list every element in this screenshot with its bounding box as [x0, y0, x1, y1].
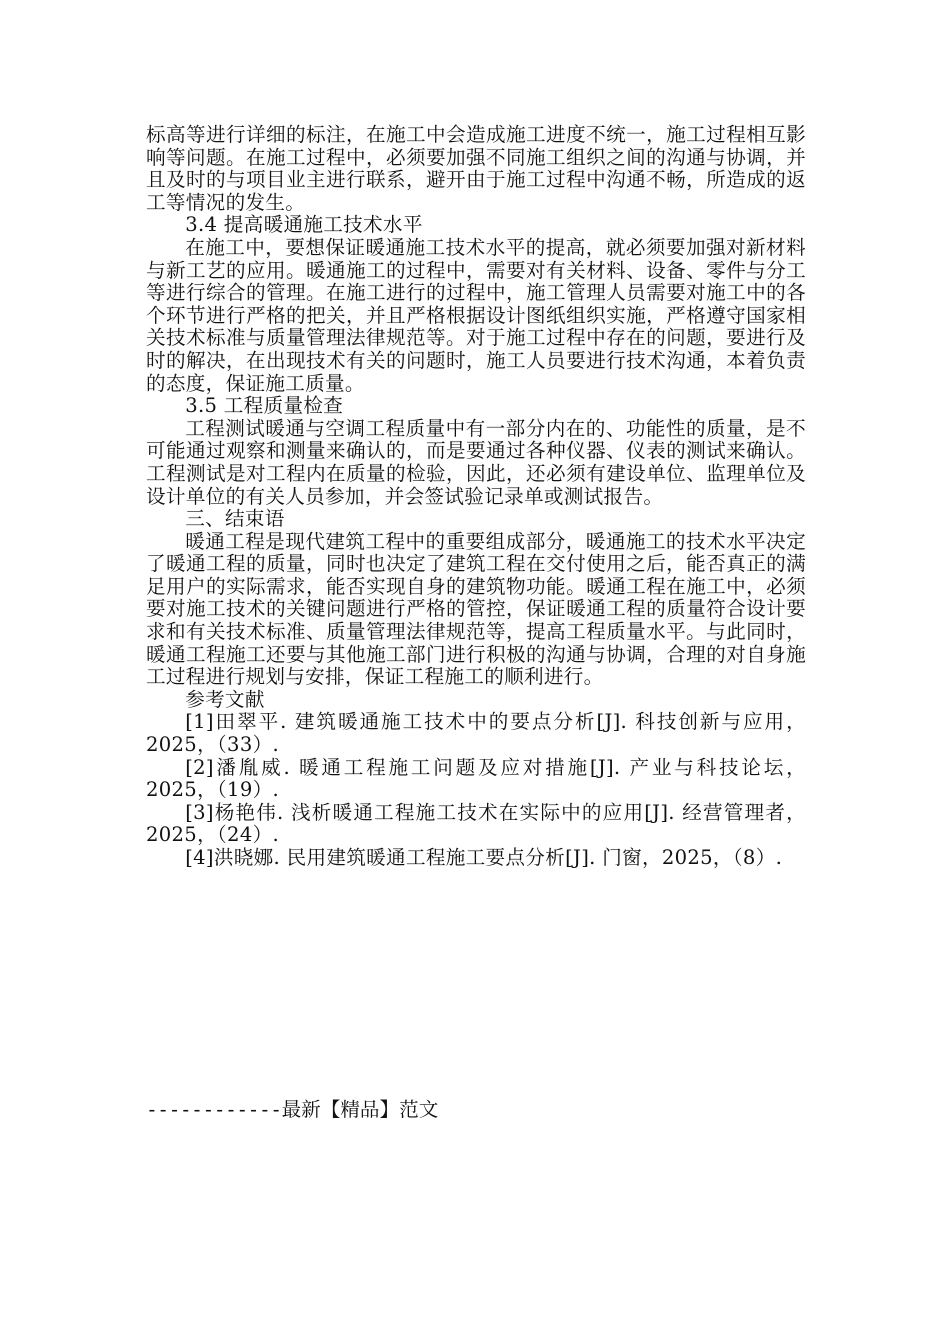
- footer-label: 最新【精品】范文: [281, 1098, 439, 1121]
- reference-item-2: [2]潘胤威. 暖通工程施工问题及应对措施[J]. 产业与科技论坛，2025，（19）.: [146, 755, 806, 802]
- reference-item-4: [4]洪晓娜. 民用建筑暖通工程施工要点分析[J]. 门窗，2025，（8）.: [185, 846, 783, 869]
- heading-conclusion: 三、结束语: [185, 507, 285, 531]
- paragraph-technical-level: 在施工中，要想保证暖通施工技术水平的提高，就必须要加强对新材料与新工艺的应用。暖通施工的过程中，需要对有关材料、设备、零件与分工等进行综合的管理。在施工进行的过程中，施工管理人员需要对施工中的各个环节进行严格的把关，并且严格根据设计图纸组织实施，严格遵守国家相关技术标准与质量管理法律规范等。对于施工过程中存在的问题，要进行及时的解决，在出现技术有关的问题时，施工人员要进行技术沟通，本着负责的态度，保证施工质量。: [146, 235, 806, 395]
- paragraph-quality-inspection: 工程测试暖通与空调工程质量中有一部分内在的、功能性的质量，是不可能通过观察和测量来确认的，而是要通过各种仪器、仪表的测试来确认。工程测试是对工程内在质量的检验，因此，还必须有建设单位、监理单位及设计单位的有关人员参加，并会签试验记录单或测试报告。: [146, 416, 806, 508]
- reference-item-1: [1]田翠平. 建筑暖通施工技术中的要点分析[J]. 科技创新与应用，2025，（33）.: [146, 710, 806, 757]
- heading-3-5: 3.5 工程质量检查: [185, 394, 344, 418]
- footer-banner: [146, 1098, 438, 1122]
- paragraph-construction-coordination: 标高等进行详细的标注，在施工中会造成施工进度不统一，施工过程相互影响等问题。在施工过程中，必须要加强不同施工组织之间的沟通与协调，并且及时的与项目业主进行联系，避开由于施工过程中沟通不畅，所造成的返工等情况的发生。: [146, 123, 806, 214]
- heading-references: 参考文献: [185, 687, 265, 711]
- footer-dashes: ------------: [146, 1098, 282, 1121]
- heading-3-4: 3.4 提高暖通施工技术水平: [185, 213, 423, 237]
- document-body: [146, 124, 806, 870]
- reference-item-3: [3]杨艳伟. 浅析暖通工程施工技术在实际中的应用[J]. 经营管理者，2025，（24）.: [146, 800, 806, 847]
- paragraph-conclusion: 暖通工程是现代建筑工程中的重要组成部分，暖通施工的技术水平决定了暖通工程的质量，同时也决定了建筑工程在交付使用之后，能否真正的满足用户的实际需求，能否实现自身的建筑物功能。暖通工程在施工中，必须要对施工技术的关键问题进行严格的管控，保证暖通工程的质量符合设计要求和有关技术标准、质量管理法律规范等，提高工程质量水平。与此同时，暖通工程施工还要与其他施工部门进行积极的沟通与协调，合理的对自身施工过程进行规划与安排，保证工程施工的顺利进行。: [146, 529, 806, 689]
